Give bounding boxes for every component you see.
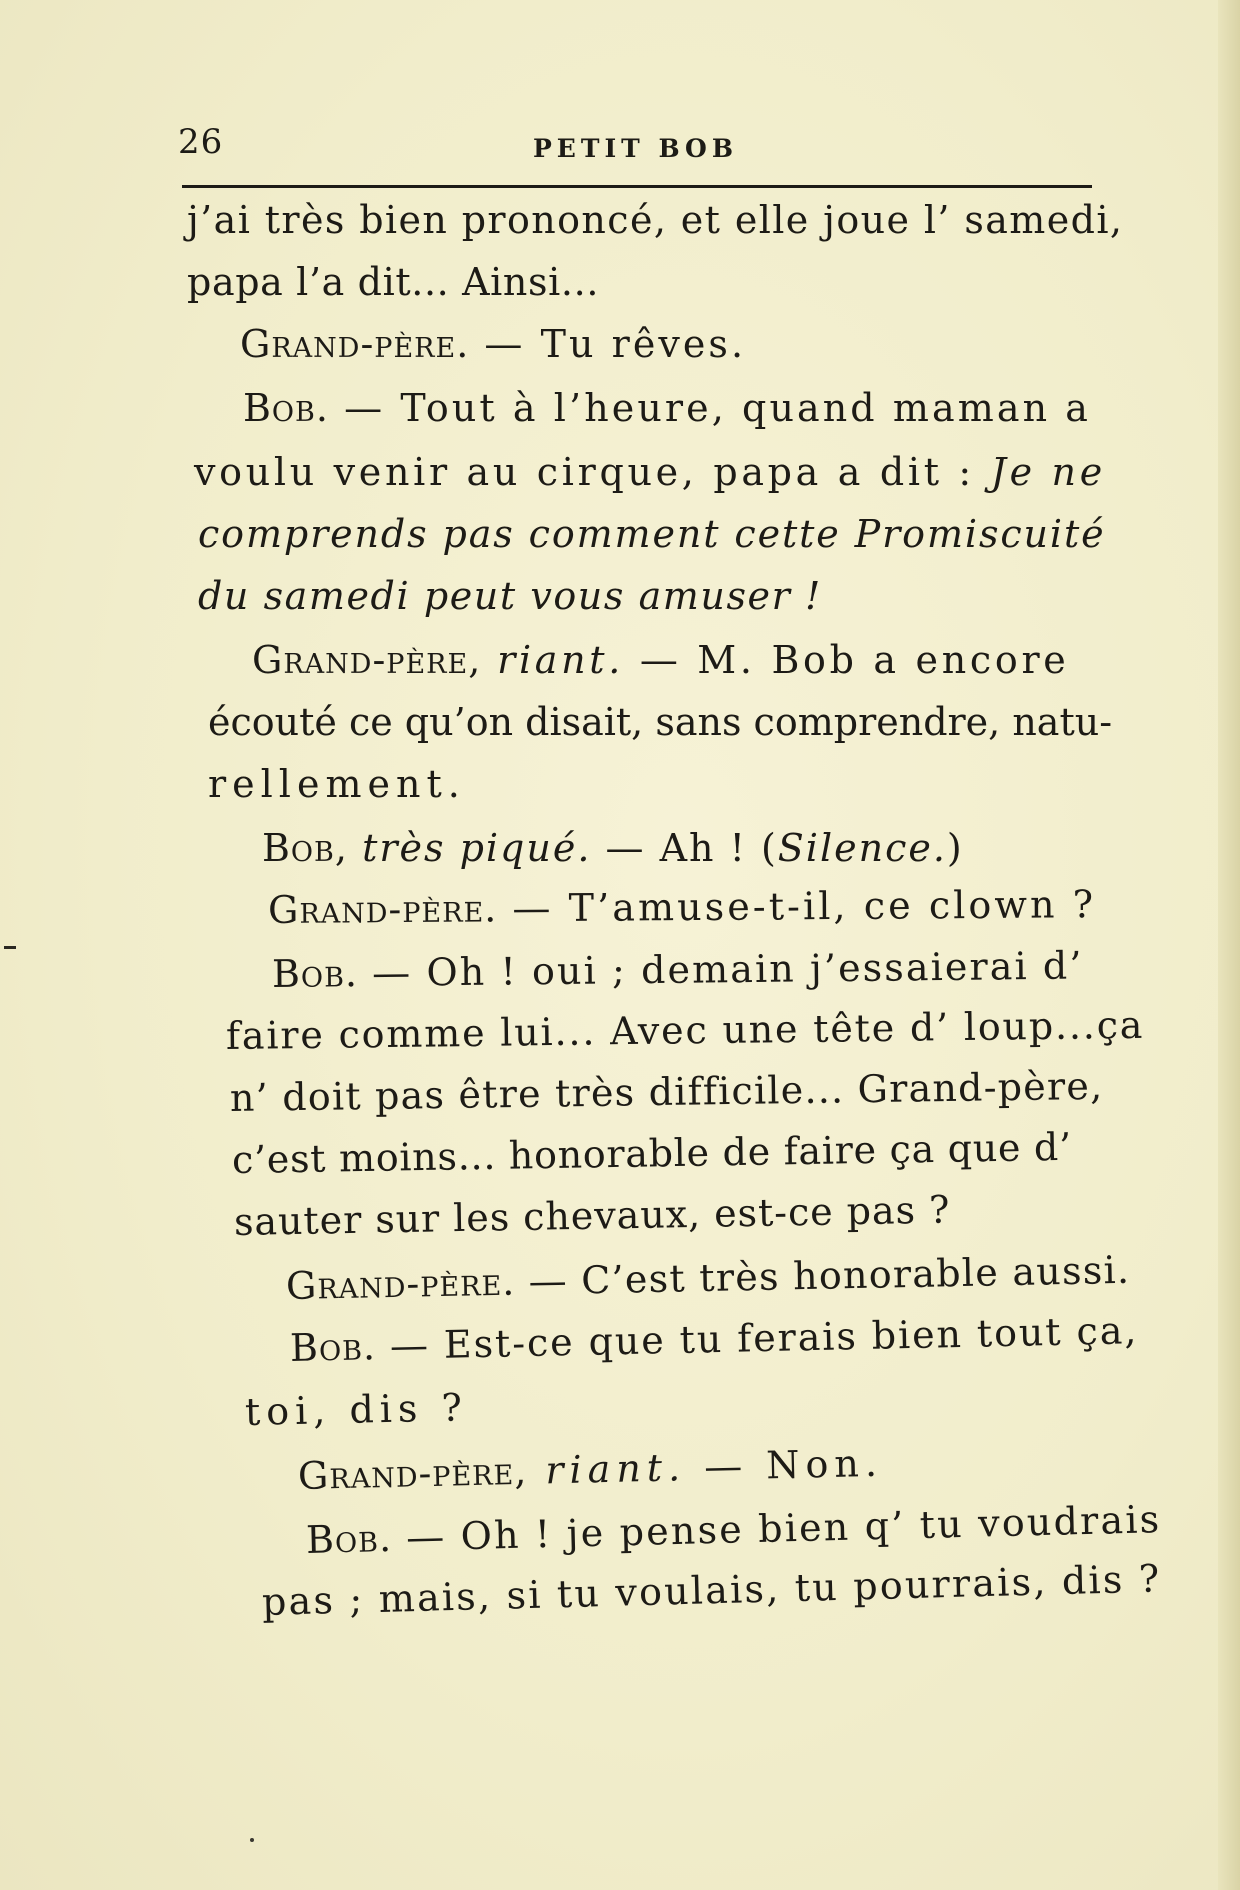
text-run: — M. Bob a encore [624, 638, 1070, 682]
text-line [232, 1125, 1073, 1182]
speaker-name: Bob, [262, 826, 348, 870]
speaker-name: Bob. [243, 386, 329, 430]
speaker-name: Bob. [305, 1515, 393, 1562]
text-line [187, 198, 1123, 242]
text-run: — Non. [685, 1440, 884, 1490]
text-run: c’est moins... honorable de faire ça que d’ [231, 1124, 1073, 1182]
text-line [208, 762, 466, 806]
text-run [527, 1448, 546, 1492]
speaker-name: Grand-père, [252, 638, 482, 682]
italic-text: très piqué. [362, 826, 592, 870]
text-line [243, 386, 1091, 430]
text-run: — Oh ! je pense bien q’ tu voudrais [391, 1497, 1162, 1560]
text-line [198, 512, 1106, 556]
text-run: — T’amuse-t-il, ce clown ? [497, 882, 1097, 931]
text-run: — Tu rêves. [469, 322, 747, 366]
text-line [305, 1497, 1161, 1562]
text-line [252, 638, 1070, 682]
text-run [348, 826, 362, 870]
text-line [272, 944, 1084, 996]
text-run: papa l’a dit... Ainsi... [187, 260, 600, 304]
speaker-name: Grand-père. [240, 322, 470, 366]
italic-text: Silence. [777, 826, 947, 870]
text-run: voulu venir au cirque, papa a dit : [194, 450, 991, 494]
text-run: j’ai très bien prononcé, et elle joue l’ samedi, [187, 198, 1124, 242]
italic-text: riant. [544, 1445, 687, 1493]
text-run: — C’est très honorable aussi. [514, 1247, 1131, 1304]
text-line [226, 1003, 1145, 1058]
text-line [268, 882, 1096, 932]
speaker-name: Grand-père. [285, 1259, 516, 1308]
text-line [290, 1308, 1139, 1370]
text-line [245, 1385, 469, 1434]
speaker-name: Grand-père. [267, 886, 498, 932]
text-run [481, 638, 497, 682]
italic-text: du samedi peut vous amuser ! [198, 574, 822, 618]
text-run: rellement. [208, 762, 466, 806]
text-run: pas ; mais, si tu voulais, tu pourrais, dis ? [261, 1556, 1162, 1624]
text-run: toi, dis ? [244, 1385, 469, 1434]
text-line [234, 1188, 951, 1244]
text-run: faire comme lui... Avec une tête d’ loup...ça [225, 1002, 1145, 1058]
text-line [261, 1556, 1162, 1624]
italic-text: Je ne [990, 450, 1106, 494]
running-header [0, 118, 1240, 178]
text-line [230, 1064, 1104, 1120]
page-edge-shadow [1218, 0, 1240, 1890]
speaker-name: Bob. [271, 951, 359, 996]
text-run: ) [946, 826, 964, 870]
speaker-name: Bob. [289, 1324, 377, 1370]
text-run: — Ah ! ( [591, 826, 778, 870]
italic-text: comprends pas comment cette Promiscuité [198, 512, 1106, 556]
text-line [208, 700, 1112, 744]
ink-speck [250, 1838, 254, 1842]
text-run: écouté ce qu’on disait, sans comprendre, natu- [208, 700, 1113, 744]
header-rule [182, 185, 1092, 188]
text-run: — Tout à l’heure, quand maman a [328, 386, 1092, 430]
text-line [298, 1441, 884, 1498]
text-run: — Oh ! oui ; demain j’essaierai d’ [357, 943, 1084, 996]
text-line [286, 1248, 1131, 1308]
text-run: — Est-ce que tu ferais bien tout ça, [375, 1308, 1139, 1369]
margin-mark [4, 946, 16, 949]
text-line [198, 574, 822, 618]
text-run: sauter sur les chevaux, est-ce pas ? [233, 1187, 951, 1244]
page-number: 26 [178, 122, 224, 162]
speaker-name: Grand-père, [297, 1448, 528, 1498]
text-line [240, 322, 746, 366]
italic-text: riant. [497, 638, 625, 682]
text-line [262, 826, 964, 870]
text-run: n’ doit pas être très difficile... Grand-père, [229, 1063, 1104, 1120]
running-title: PETIT BOB [533, 134, 738, 163]
text-line [187, 260, 599, 304]
text-line [194, 450, 1106, 494]
